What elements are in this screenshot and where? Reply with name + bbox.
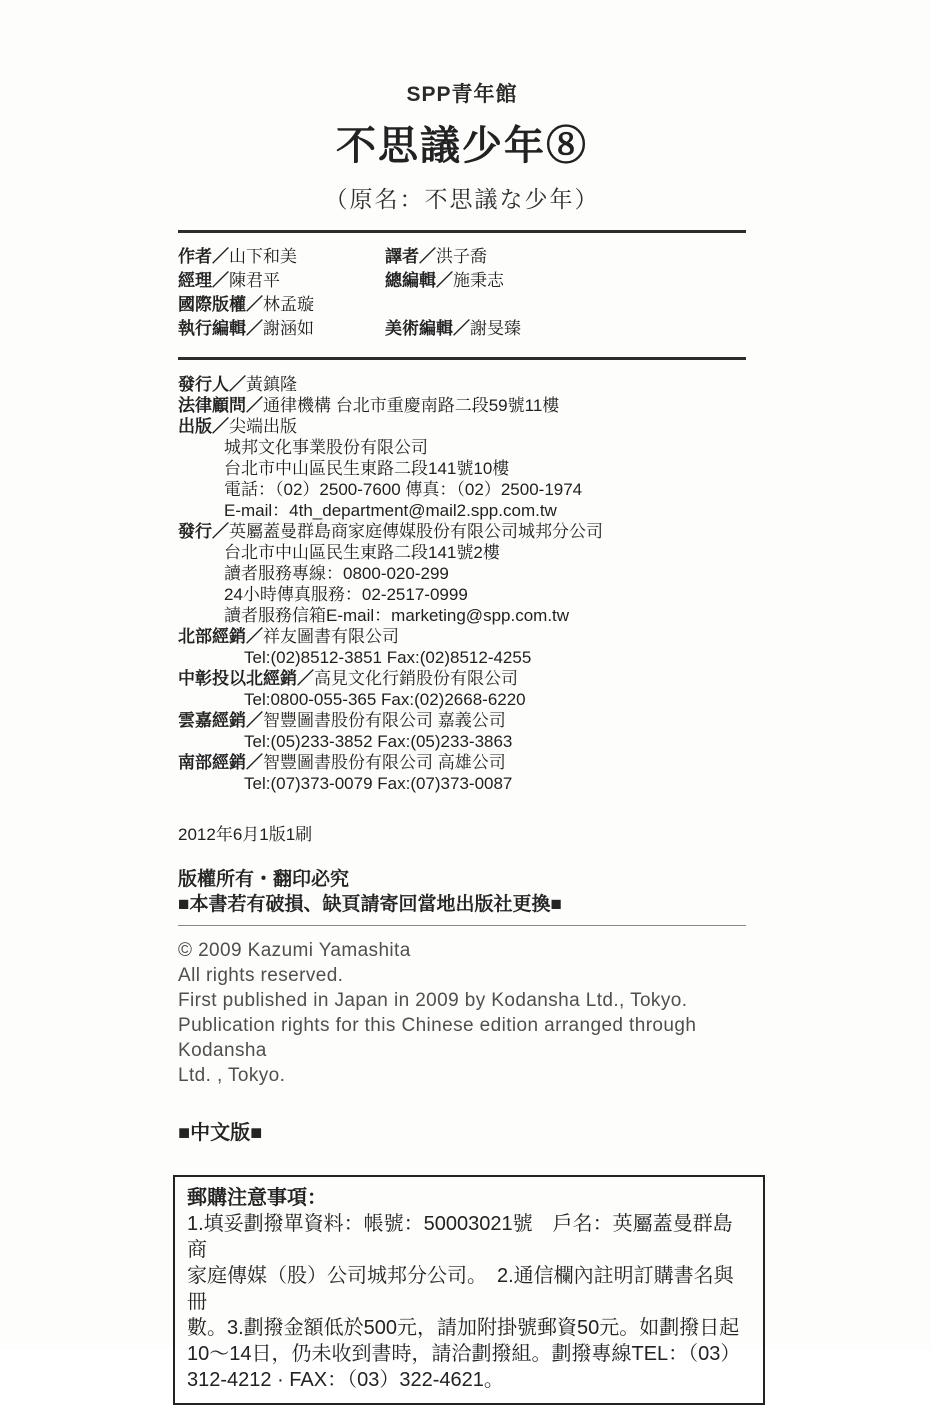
publisher-block (178, 374, 746, 794)
credit-label: 美術編輯／ (385, 319, 470, 338)
publisher-label: 出版／ (178, 417, 229, 436)
publisher-value: Tel:(07)373-0079 Fax:(07)373-0087 (244, 774, 513, 793)
credit-label: 經理／ (178, 271, 229, 290)
credit-label: 執行編輯／ (178, 319, 263, 338)
distributor-line (178, 521, 746, 542)
publisher-label: 發行人／ (178, 375, 246, 394)
divider-under-credits (178, 357, 746, 360)
imprint-label: SPP青年館 (406, 83, 518, 106)
publisher-value: 城邦文化事業股份有限公司 (224, 438, 428, 457)
publisher-value: 台北市中山區民生東路二段141號10樓 (224, 459, 510, 478)
publisher-value: 台北市中山區民生東路二段141號2樓 (224, 543, 500, 562)
distributor-address (178, 542, 746, 563)
credit-value: 施秉志 (453, 271, 504, 290)
publisher-label: 中彰投以北經銷／ (178, 669, 314, 688)
publisher-value: 讀者服務專線：0800-020-299 (224, 564, 449, 583)
content-column (178, 0, 746, 1405)
credit-label: 國際版權／ (178, 295, 263, 314)
publication-rights-line: Publication rights for this Chinese edition arranged through Kodansha (178, 1015, 697, 1061)
south-distributor (178, 752, 746, 773)
edition-line: 2012年6月1版1刷 (178, 825, 313, 844)
publisher-line-address (178, 458, 746, 479)
publisher-value: Tel:(02)8512-3851 Fax:(02)8512-4255 (244, 648, 532, 667)
credit-value: 陳君平 (229, 271, 280, 290)
reader-service-line (178, 563, 746, 584)
central-distributor (178, 668, 746, 689)
publisher-value: 尖端出版 (229, 417, 297, 436)
english-copyright-block (178, 938, 746, 1088)
publisher-value: 祥友圖書有限公司 (263, 627, 399, 646)
credit-label: 作者／ (178, 247, 229, 266)
divider-under-title (178, 230, 746, 233)
credit-value: 山下和美 (229, 247, 297, 266)
credit-editor-in-chief (385, 269, 746, 293)
credit-label: 譯者／ (385, 247, 436, 266)
publisher-line-phone-fax (178, 479, 746, 500)
first-published-line: First published in Japan in 2009 by Kodansha Ltd., Tokyo. (178, 990, 688, 1011)
mail-order-line: 1.填妥劃撥單資料：帳號：50003021號 戶名：英屬蓋曼群島商 (187, 1213, 733, 1261)
publisher-value: 英屬蓋曼群島商家庭傳媒股份有限公司城邦分公司 (229, 522, 603, 541)
mail-order-box (173, 1175, 765, 1405)
title-block (178, 0, 746, 214)
credit-executive-editor (178, 317, 385, 341)
publisher-value: 電話：（02）2500-7600 傳真：（02）2500-1974 (224, 480, 583, 499)
publisher-label: 發行／ (178, 522, 229, 541)
credit-international-rights (178, 293, 385, 317)
north-distributor-tel (178, 647, 746, 668)
north-distributor (178, 626, 746, 647)
publisher-label: 北部經銷／ (178, 627, 263, 646)
central-distributor-tel (178, 689, 746, 710)
publisher-value: 高見文化行銷股份有限公司 (314, 669, 518, 688)
credits-block (178, 245, 746, 341)
credit-empty (385, 293, 746, 317)
credit-author (178, 245, 385, 269)
original-title: （原名：不思議な少年） (324, 186, 600, 212)
copyright-line: 版權所有・翻印必究 (178, 869, 350, 890)
publisher-label: 法律顧問／ (178, 396, 263, 415)
publisher-value: Tel:(05)233-3852 Fax:(05)233-3863 (244, 732, 513, 751)
publisher-value: 通律機構 台北市重慶南路二段59號11樓 (263, 396, 560, 415)
mail-order-line: 數。3.劃撥金額低於500元，請加附掛號郵資50元。如劃撥日起 (187, 1317, 740, 1339)
book-title: 不思議少年⑧ (336, 124, 588, 168)
publisher-value: E-mail：4th_department@mail2.spp.com.tw (224, 501, 557, 520)
publication-rights-line2: Ltd. , Tokyo. (178, 1065, 286, 1086)
mail-order-line: 10～14日，仍未收到書時，請洽劃撥組。劃撥專線TEL：（03） (187, 1343, 741, 1365)
publisher-value: Tel:0800-055-365 Fax:(02)2668-6220 (244, 690, 526, 709)
yunjia-distributor-tel (178, 731, 746, 752)
publisher-value: 智豐圖書股份有限公司 高雄公司 (263, 753, 506, 772)
credit-value: 林孟璇 (263, 295, 314, 314)
fax-service-line (178, 584, 746, 605)
rights-reserved-line: All rights reserved. (178, 965, 344, 986)
credit-value: 謝旻臻 (470, 319, 521, 338)
mail-order-title: 郵購注意事項： (187, 1187, 327, 1209)
credit-value: 洪子喬 (436, 247, 487, 266)
publisher-value: 讀者服務信箱E-mail：marketing@spp.com.tw (224, 606, 570, 625)
mail-order-line: 312-4212 · FAX：（03）322-4621。 (187, 1369, 504, 1391)
publisher-line-email (178, 500, 746, 521)
credit-value: 謝涵如 (263, 319, 314, 338)
credits-row (178, 317, 746, 341)
publisher-value: 24小時傳真服務：02-2517-0999 (224, 585, 468, 604)
divider-thin (178, 925, 746, 926)
credit-translator (385, 245, 746, 269)
south-distributor-tel (178, 773, 746, 794)
copyright-holder-line: © 2009 Kazumi Yamashita (178, 940, 411, 961)
publisher-line-publisher (178, 416, 746, 437)
credit-art-editor (385, 317, 746, 341)
publisher-label: 雲嘉經銷／ (178, 711, 263, 730)
credits-row (178, 269, 746, 293)
publisher-value: 智豐圖書股份有限公司 嘉義公司 (263, 711, 506, 730)
publisher-value: 黃鎮隆 (246, 375, 297, 394)
yunjia-distributor (178, 710, 746, 731)
publisher-label: 南部經銷／ (178, 753, 263, 772)
mail-order-line: 家庭傳媒（股）公司城邦分公司。 2.通信欄內註明訂購書名與冊 (187, 1265, 734, 1313)
credits-row (178, 293, 746, 317)
publisher-line-legal (178, 395, 746, 416)
chinese-edition-mark: ■中文版■ (178, 1122, 263, 1144)
credit-manager (178, 269, 385, 293)
damage-replacement-line: ■本書若有破損、缺頁請寄回當地出版社更換■ (178, 894, 562, 915)
publisher-line-issuer (178, 374, 746, 395)
copyright-notice (178, 867, 746, 917)
credits-row (178, 245, 746, 269)
credit-label: 總編輯／ (385, 271, 453, 290)
reader-service-email (178, 605, 746, 626)
publisher-line-company (178, 437, 746, 458)
